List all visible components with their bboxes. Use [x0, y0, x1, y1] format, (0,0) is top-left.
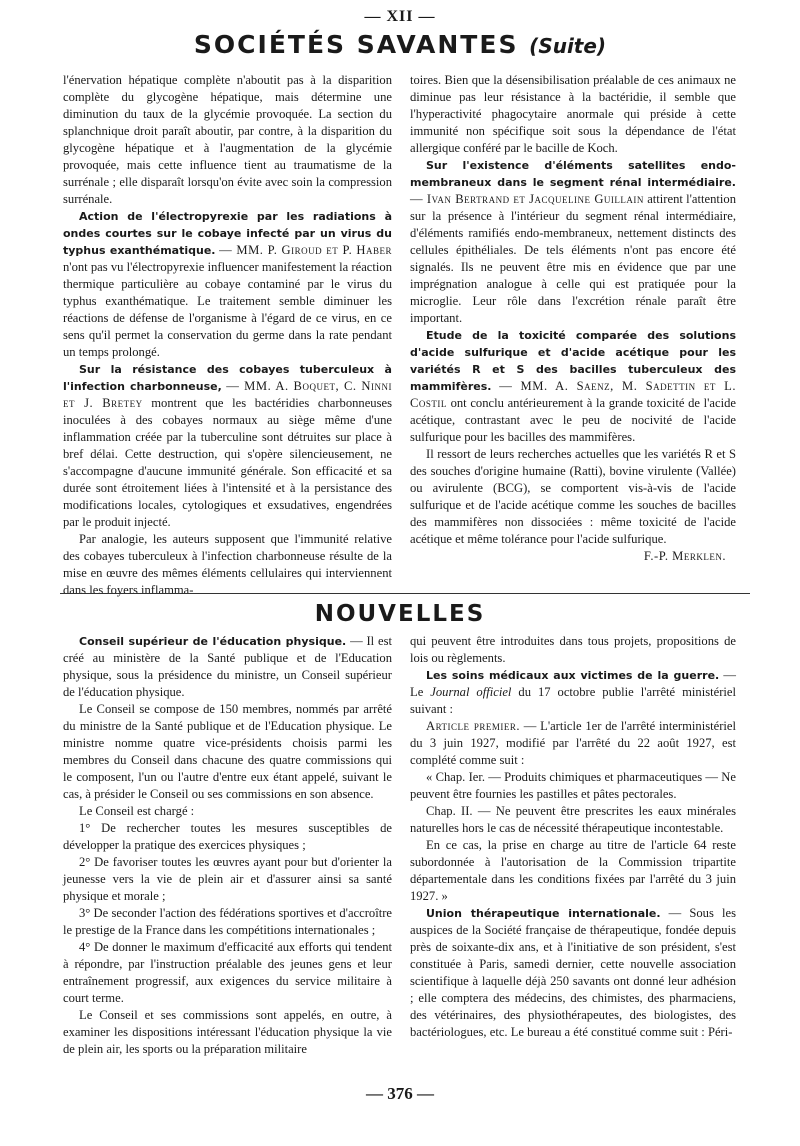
paragraph: Le Conseil se compose de 150 membres, nommés par arrêté du ministre de la Santé publique et de l'Education physique. Le ministre nomme quatre vice-présidents choisis parmi les membres du Conseil dans chacune des quatre commissions qui le composent, l'un ou l'autre d'entre eux étant appelé, suivant le cas, à présider le Conseil ou ses commissions en son absence. — [63, 702, 392, 801]
article-text: du 17 octobre publie l'arrêté ministériel suivant : — [410, 685, 736, 716]
paragraph: qui peuvent être introduites dans tous projets, propositions de lois ou règlements. — [410, 634, 736, 665]
article-text: — Il est créé au ministère de la Santé publique et de l'Education physique, sous la présidence du ministre, un Conseil supérieur de l'éducation physique. — [63, 634, 392, 699]
societes-left-column — [63, 72, 392, 599]
article-title: Union thérapeutique internationale. — [426, 907, 661, 920]
section-title-suffix: (Suite) — [529, 34, 607, 58]
roman-page-number: — XII — — [364, 8, 436, 25]
paragraph: En ce cas, la prise en charge au titre de l'article 64 reste subordonnée à l'autorisation de la Commission tripartite départementale dans les conditions fixées par l'arrêté du 3 juin 1927. » — [410, 838, 736, 903]
section-title-nouvelles: NOUVELLES — [314, 601, 486, 627]
section-title-societes — [0, 30, 800, 59]
paragraph: Le Conseil est chargé : — [79, 804, 195, 818]
paragraph — [63, 361, 392, 531]
article-title: Conseil supérieur de l'éducation physique. — [79, 635, 347, 648]
paragraph — [410, 327, 736, 446]
article-authors: — MM. P. Giroud et P. Haber — [219, 243, 392, 257]
paragraph: 2° De favoriser toutes les œuvres ayant pour but d'orienter la jeunesse vers la vie de plein air et d'assurer ainsi sa santé physique et morale ; — [63, 855, 392, 903]
paragraph — [63, 633, 392, 701]
paragraph: Par analogie, les auteurs supposent que l'immunité relative des cobayes tuberculeux à l'infection charbonneuse résulte de la mise en œuvre des mêmes éléments cellulaires qui interviennent dans les foyers inflamma- — [63, 532, 392, 597]
paragraph — [410, 718, 736, 769]
paragraph — [63, 208, 392, 361]
paragraph: 3° De seconder l'action des fédérations sportives et d'accroître le prestige de la France dans les compétitions internationales ; — [63, 906, 392, 937]
paragraph — [410, 905, 736, 1041]
nouvelles-left-column — [63, 633, 392, 1058]
page-number: — 376 — — [366, 1084, 434, 1103]
paragraph — [410, 157, 736, 327]
paragraph: 1° De rechercher toutes les mesures susceptibles de développer la pratique des exercices physiques ; — [63, 821, 392, 852]
article-authors: — Ivan Bertrand et Jacqueline Guillain — [410, 192, 644, 206]
nouvelles-right-column — [410, 633, 736, 1041]
article-authors: — MM. A. Saenz, M. Sadettin et L. Costil — [410, 379, 737, 410]
paragraph: « Chap. Ier. — Produits chimiques et pharmaceutiques — Ne peuvent être fournies les pastilles et pâtes pectorales. — [410, 770, 736, 801]
article-heading: Article premier. — [426, 719, 520, 733]
societes-right-column — [410, 72, 736, 565]
article-title: Action de l'électropyrexie par les radiations à ondes courtes sur le cobaye infecté par un virus du typhus exanthématique. — [63, 210, 392, 257]
paragraph: l'énervation hépatique complète n'aboutit pas à la disparition complète du glycogène hépatique, mais détermine une diminution du taux de la glycémie provoquée. La section du splanchnique droit paraît aboutir, par contre, à la disparition du glycogène hépatique et à l'augmentation de la glycémie provoquée, mais cette influence tient au traumatisme de la surrénale ; elle disparaît lorsqu'on évite avec soin la compression surrénale. — [63, 73, 392, 206]
article-text: — L'article 1er de l'arrêté interministériel du 3 juin 1927, modifié par l'arrêté du 22 août 1927, est complété comme suit : — [410, 719, 736, 767]
paragraph: Chap. II. — Ne peuvent être prescrites les eaux minérales naturelles hors le cas de nécessité thérapeutique incontestable. — [410, 804, 736, 835]
section-divider — [60, 593, 750, 594]
paragraph: Il ressort de leurs recherches actuelles que les variétés R et S des souches d'origine humaine (Ratti), bovine virulente (Vallée) ou avirulente (BCG), se comportent vis-à-vis de l'acide sulfurique et de l'acide acétique comme les souches de bacilles des mammifères non dissociées : même toxicité de l'acide acétique et même tolérance pour l'acide sulfurique. — [410, 447, 736, 546]
article-title: Sur la résistance des cobayes tuberculeux à l'infection charbonneuse, — [63, 363, 392, 393]
article-text: — Sous les auspices de la Société française de thérapeutique, fondée depuis près de soixante-dix ans, et à l'initiative de son président, s'est constituée à Paris, samedi dernier, cette nouvelle association scientifique à laquelle déjà 250 savants ont donné leur adhésion ; elle comptera des médecins, des chimistes, des pharmaciens, des vétérinaires, des physiothérapeutes, des biologistes, des bactériologues, etc. Le bureau a été constitué comme suit : Péri- — [410, 906, 736, 1039]
article-text: n'ont pas vu l'électropyrexie influencer manifestement la réaction thermique particulière au cobaye contaminé par le virus du typhus exanthématique. Le traitement semble diminuer les réactions de défense de l'organisme à l'égard de ce virus, en ce sens qu'il permet la conservation du germe dans la rate pendant un temps prolongé. — [63, 260, 392, 359]
signature: F.-P. Merklen. — [643, 549, 726, 563]
paragraph: toires. Bien que la désensibilisation préalable de ces animaux ne diminue pas leur résistance à la bactéridie, il semble que l'hyperactivité phagocytaire anormale qui préside à cette immunité non spécifique soit sous la dépendance de l'état allergique conféré par le bacille de Koch. — [410, 73, 736, 155]
article-title: Etude de la toxicité comparée des solutions d'acide sulfurique et d'acide acétique pour les variétés R et S des bacilles tuberculeux des mammifères. — [410, 329, 736, 393]
paragraph — [410, 667, 736, 718]
article-text: — Le — [410, 668, 736, 699]
article-text: montrent que les bactéridies charbonneuses inoculées à des cobayes normaux au siège même d'une inflammation créée par la tuberculine sont détruites sur place à bref délai. Cette destruction, qui s'opère silencieusement, ne s'accompagne d'aucune immunité générale. Son efficacité et sa durée sont étroitement liées à l'intensité et à la persistance des modifications locales, cytologiques et exsudatives, engendrées par le produit injecté. — [63, 396, 392, 529]
paragraph: Le Conseil et ses commissions sont appelés, en outre, à examiner les dispositions intéressant l'éducation physique la vie de plein air, les sports ou la préparation militaire — [63, 1008, 392, 1056]
article-title: Sur l'existence d'éléments satellites endo-membraneux dans le segment rénal intermédiaire. — [410, 159, 736, 189]
journal-name: Journal officiel — [430, 685, 512, 699]
article-text: ont conclu antérieurement à la grande toxicité de l'acide acétique, contrastant avec le peu de nocivité de l'acide sulfurique pour les bacilles des mammifères. — [410, 396, 736, 444]
article-authors: — MM. A. Boquet, C. Ninni et J. Bretey — [63, 379, 393, 410]
paragraph: 4° De donner le maximum d'efficacité aux efforts qui tendent à répondre, par l'instruction préalable des jeunes gens et leur entraînement progressif, aux exigences du service militaire à court terme. — [63, 940, 392, 1005]
article-text: attirent l'attention sur la présence à l'intérieur du segment rénal intermédiaire, d'éléments ramifiés endo-membraneux, nettement distincts des cellules épithéliales. De tels éléments n'ont pas encore été signalés. Ils ne peuvent être mis en évidence que par une imprégnation analogue à celle qui est pratiquée pour la microglie. Leur rôle dans l'excrétion rénale paraît être important. — [410, 192, 736, 325]
article-title: Les soins médicaux aux victimes de la guerre. — [426, 669, 720, 682]
section-title-text: SOCIÉTÉS SAVANTES — [193, 30, 519, 59]
